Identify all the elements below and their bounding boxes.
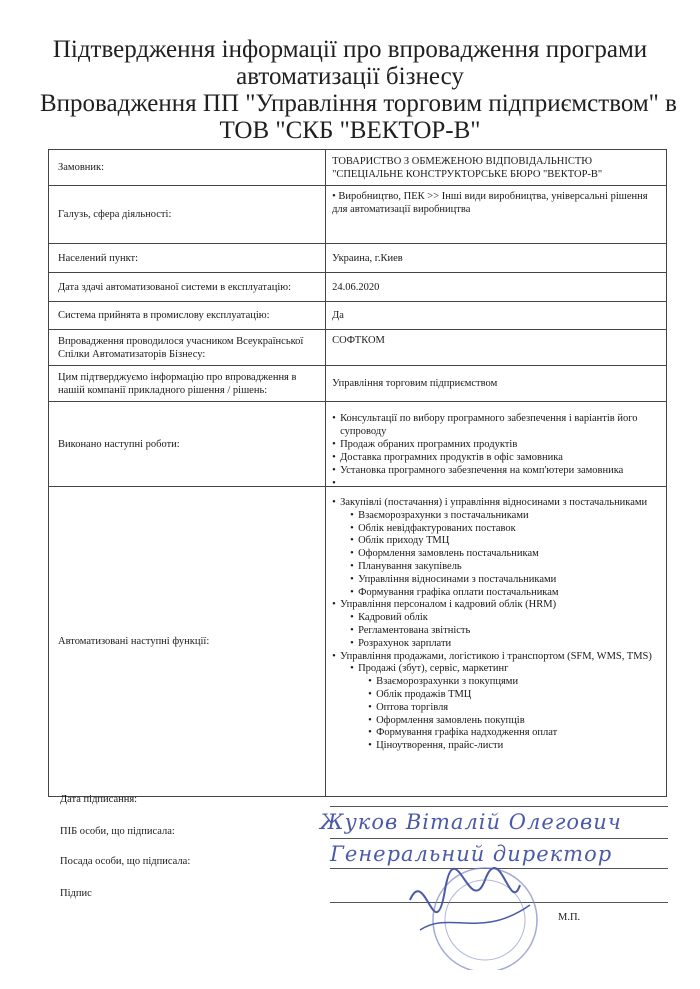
handwritten-position: Генеральний директор <box>330 842 613 866</box>
list-item: • Продажі (збут), сервіс, маркетинг • Взаєморозрахунки з покупцями • Облік продажів ТМЦ • Оптова торгівля • Оформлення замовлень покупців • Формування графіка надходження оплат • Ціноутворення, прайс-листи <box>350 663 660 753</box>
list-item: • Облік продажів ТМЦ <box>368 689 660 702</box>
table-row <box>49 487 667 797</box>
seal-place-label: М.П. <box>558 912 581 923</box>
customer-value: ТОВАРИСТВО З ОБМЕЖЕНОЮ ВІДПОВІДАЛЬНІСТЮ "СПЕЦІАЛЬНЕ КОНСТРУКТОРСЬКЕ БЮРО "ВЕКТОР-В" <box>326 150 667 186</box>
list-item: • Консультації по вибору програмного забезпечення і варіантів його супроводу <box>332 412 660 438</box>
list-item: • Установка програмного забезпечення на комп'ютери замовника <box>332 464 660 477</box>
list-item: • Ціноутворення, прайс-листи <box>368 740 660 753</box>
accepted-value: Да <box>326 302 667 330</box>
list-item: • Управління продажами, логістикою і транспортом (SFM, WMS, TMS) • Продажі (збут), сервіс, маркетинг • Взаєморозрахунки з покупцями • Облік продажів ТМЦ • Оптова торгівля • Оформлення замовлень покупців • Формування графіка надходження оплат • Ціноутворення, прайс-листи <box>332 651 660 753</box>
list-item: • Взаєморозрахунки з постачальниками <box>350 510 660 523</box>
list-item: • Управління відносинами з постачальниками <box>350 574 660 587</box>
list-item: • Формування графіка надходження оплат <box>368 727 660 740</box>
accepted-label: Система прийнята в промислову експлуатацію: <box>49 302 326 330</box>
list-item: • Продаж обраних програмних продуктів <box>332 438 660 451</box>
stamp-icon <box>390 860 560 970</box>
functions-value <box>326 487 667 797</box>
table-row <box>49 302 667 330</box>
list-item: • Облік невідфактурованих поставок <box>350 523 660 536</box>
works-value <box>326 402 667 487</box>
handwritten-name: Жуков Віталій Олегович <box>320 810 622 834</box>
implementer-label: Впровадження проводилося учасником Всеукраїнської Спілки Автоматизаторів Бізнесу: <box>49 330 326 366</box>
list-item: • Кадровий облік <box>350 612 660 625</box>
list-item: • Оптова торгівля <box>368 702 660 715</box>
list-item: • Закупівлі (постачання) і управління відносинами з постачальниками • Взаєморозрахунки з постачальниками • Облік невідфактурованих поставок • Облік приходу ТМЦ • Оформлення замовлень постачальникам • Планування закупівель • Управління відносинами з постачальниками • Формування графіка оплати постачальникам <box>332 497 660 599</box>
table-row <box>49 150 667 186</box>
table-row <box>49 186 667 244</box>
sales-list <box>340 663 660 753</box>
functions-label: Автоматизовані наступні функції: <box>49 487 326 797</box>
signing-date-label: Дата підписання: <box>60 794 138 805</box>
list-item: • Облік приходу ТМЦ <box>350 535 660 548</box>
list-item: • Управління персоналом і кадровий облік (HRM) • Кадровий облік • Регламентована звітність • Розрахунок зарплати <box>332 599 660 650</box>
list-item: • Взаєморозрахунки з покупцями <box>368 676 660 689</box>
list-item: • Формування графіка оплати постачальникам <box>350 587 660 600</box>
table-row <box>49 402 667 487</box>
works-label: Виконано наступні роботи: <box>49 402 326 487</box>
table-row <box>49 273 667 302</box>
date-value: 24.06.2020 <box>326 273 667 302</box>
signing-date-line <box>330 806 668 807</box>
implementer-value: СОФТКОМ <box>326 330 667 366</box>
functions-list <box>332 497 660 753</box>
list-item: • Доставка програмних продуктів в офіс замовника <box>332 451 660 464</box>
industry-label: Галузь, сфера діяльності: <box>49 186 326 244</box>
signer-position-label: Посада особи, що підписала: <box>60 856 191 867</box>
hrm-list <box>340 612 660 650</box>
solution-value: Управління торговим підприємством <box>326 366 667 402</box>
signature-label: Підпис <box>60 888 92 899</box>
customer-label: Замовник: <box>49 150 326 186</box>
signer-name-label: ПІБ особи, що підписала: <box>60 826 175 837</box>
list-item: • Оформлення замовлень покупців <box>368 715 660 728</box>
date-label: Дата здачі автоматизованої системи в експлуатацію: <box>49 273 326 302</box>
city-value: Украина, г.Киев <box>326 244 667 273</box>
table-row <box>49 366 667 402</box>
sales-sub-list <box>358 676 660 753</box>
table-row <box>49 244 667 273</box>
list-item: • Планування закупівель <box>350 561 660 574</box>
table-row <box>49 330 667 366</box>
list-item: • Оформлення замовлень постачальникам <box>350 548 660 561</box>
page-title: Підтвердження інформації про впровадження програми автоматизації бізнесу Впровадження ПП "Управління торговим підприємством" в ТОВ "СКБ "ВЕКТОР-В" <box>40 36 677 144</box>
city-label: Населений пункт: <box>49 244 326 273</box>
procurement-list <box>340 510 660 600</box>
works-list <box>332 412 660 477</box>
signer-name-line <box>330 838 668 839</box>
info-table <box>48 149 667 797</box>
solution-label: Цим підтверджуємо інформацію про впровадження в нашій компанії прикладного рішення / рішень: <box>49 366 326 402</box>
list-item: • Розрахунок зарплати <box>350 638 660 651</box>
industry-value: • Виробництво, ПЕК >> Інші види виробництва, універсальні рішення для автоматизації виробництва <box>326 186 667 244</box>
list-item: • Регламентована звітність <box>350 625 660 638</box>
